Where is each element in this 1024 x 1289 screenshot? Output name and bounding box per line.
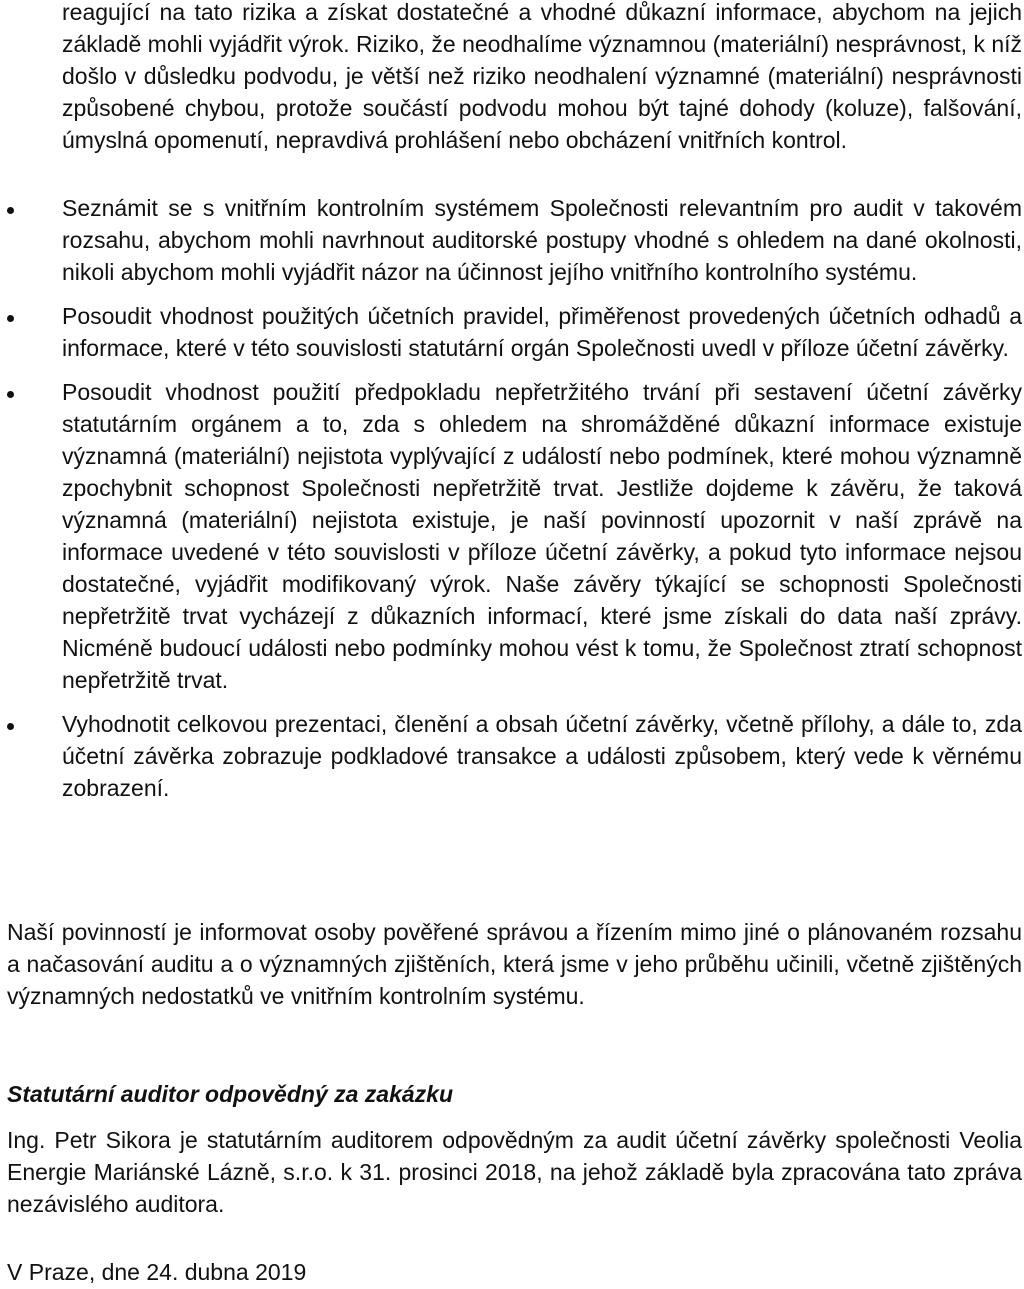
bullet-icon xyxy=(7,723,14,730)
place-date: V Praze, dne 24. dubna 2019 xyxy=(7,1259,307,1285)
list-item xyxy=(0,192,1022,288)
list-item xyxy=(0,300,1022,364)
continuation-paragraph: reagující na tato rizika a získat dostatečné a vhodné důkazní informace, abychom na jejich základě mohli vyjádřit výrok. Riziko, že neodhalíme významnou (materiální) nesprávnost, k níž došlo v důsledku podvodu, je větší než riziko neodhalení významné (materiální) nesprávnosti způsobené chybou, protože součástí podvodu mohou být tajné dohody (koluze), falšování, úmyslná opomenutí, nepravdivá prohlášení nebo obcházení vnitřních kontrol. xyxy=(62,0,1023,153)
list-item xyxy=(0,708,1022,804)
list-item xyxy=(0,376,1022,696)
bullet-icon xyxy=(7,207,14,214)
bullet-icon xyxy=(7,315,14,322)
auditor-heading: Statutární auditor odpovědný za zakázku xyxy=(7,1081,454,1107)
list-item-text: Vyhodnotit celkovou prezentaci, členění a obsah účetní závěrky, včetně přílohy, a dále to, zda účetní závěrka zobrazuje podkladové transakce a události způsobem, který vede k věrnému zobrazení. xyxy=(62,711,1022,801)
procedure-bullet-list xyxy=(0,192,1024,816)
list-item-text: Posoudit vhodnost použitých účetních pravidel, přiměřenost provedených účetních odhadů a informace, které v této souvislosti statutární orgán Společnosti uvedl v příloze účetní závěrky. xyxy=(62,303,1022,361)
auditor-paragraph: Ing. Petr Sikora je statutárním auditorem odpovědným za audit účetní závěrky společnosti Veolia Energie Mariánské Lázně, s.r.o. k 31. prosinci 2018, na jehož základě byla zpracována tato zpráva nezávislého auditora. xyxy=(7,1127,1022,1217)
bullet-icon xyxy=(7,391,14,398)
duty-paragraph: Naší povinností je informovat osoby pověřené správou a řízením mimo jiné o plánovaném rozsahu a načasování auditu a o významných zjištěních, která jsme v jeho průběhu učinili, včetně zjištěných významných nedostatků ve vnitřním kontrolním systému. xyxy=(7,919,1022,1009)
list-item-text: Seznámit se s vnitřním kontrolním systémem Společnosti relevantním pro audit v takovém rozsahu, abychom mohli navrhnout auditorské postupy vhodné s ohledem na dané okolnosti, nikoli abychom mohli vyjádřit názor na účinnost jejího vnitřního kontrolního systému. xyxy=(62,195,1022,285)
list-item-text: Posoudit vhodnost použití předpokladu nepřetržitého trvání při sestavení účetní závěrky statutárním orgánem a to, zda s ohledem na shromážděné důkazní informace existuje významná (materiální) nejistota vyplývající z událostí nebo podmínek, které mohou významně zpochybnit schopnost Společnosti nepřetržitě trvat. Jestliže dojdeme k závěru, že taková významná (materiální) nejistota existuje, je naší povinností upozornit v naší zprávě na informace uvedené v této souvislosti v příloze účetní závěrky, a pokud tyto informace nejsou dostatečné, vyjádřit modifikovaný výrok. Naše závěry týkající se schopnosti Společnosti nepřetržitě trvat vycházejí z důkazních informací, které jsme získali do data naší zprávy. Nicméně budoucí události nebo podmínky mohou vést k tomu, že Společnost ztratí schopnost nepřetržitě trvat. xyxy=(62,379,1022,693)
